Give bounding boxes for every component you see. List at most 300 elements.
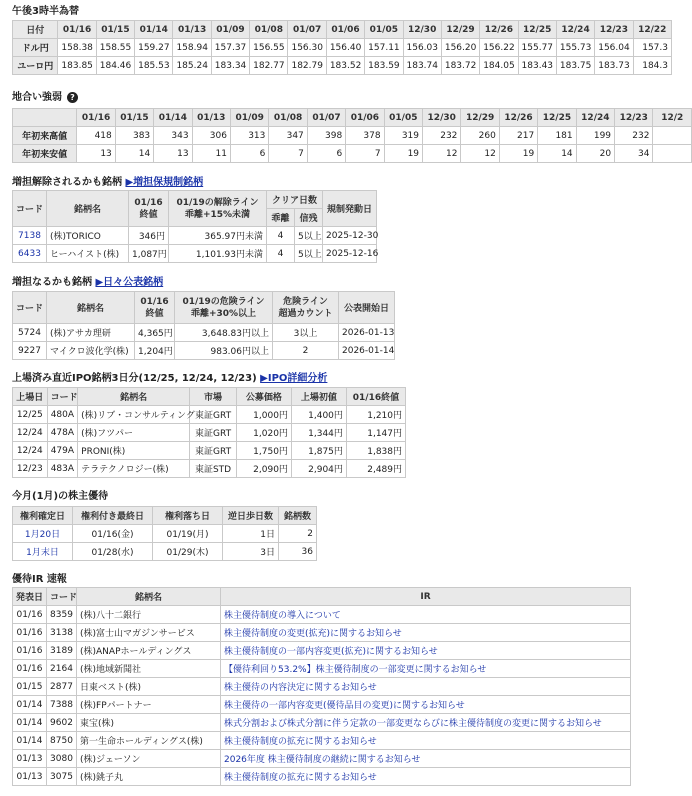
count-cell: 217 bbox=[499, 127, 537, 145]
ir-cell[interactable] bbox=[221, 660, 631, 678]
rate-cell: 157.11 bbox=[365, 39, 403, 57]
count-cell: 181 bbox=[538, 127, 576, 145]
fx-header-13: 12/25 bbox=[518, 21, 556, 39]
count-cell: 343 bbox=[154, 127, 192, 145]
count-cell: 6 bbox=[230, 145, 268, 163]
disclosure-date: 2026-01-13 bbox=[339, 324, 395, 342]
stock-name: テラテクノロジー(株) bbox=[78, 460, 190, 478]
rate-cell: 183.73 bbox=[595, 57, 633, 75]
stock-code: 2877 bbox=[47, 678, 77, 696]
rate-cell: 184.3 bbox=[633, 57, 671, 75]
announce-date: 01/14 bbox=[13, 714, 47, 732]
announce-date: 01/16 bbox=[13, 624, 47, 642]
stock-code-link[interactable]: 7138 bbox=[18, 230, 41, 241]
rate-cell: 158.94 bbox=[173, 39, 211, 57]
col-name: 銘柄名 bbox=[47, 191, 129, 227]
stock-name: マイクロ波化学(株) bbox=[47, 342, 135, 360]
fx-title: 午後3時半為替 bbox=[12, 6, 79, 17]
ir-title: 優待IR 速報 bbox=[12, 574, 67, 585]
strength-header-4: 01/13 bbox=[192, 109, 230, 127]
table-row bbox=[13, 606, 631, 624]
row-label: ユーロ円 bbox=[13, 57, 58, 75]
stock-name: 第一生命ホールディングス(株) bbox=[77, 732, 221, 750]
table-row bbox=[13, 543, 317, 561]
rate-cell: 159.27 bbox=[135, 39, 173, 57]
ir-link[interactable]: 株主優待制度の拡充に関するお知らせ bbox=[224, 773, 377, 783]
rate-cell: 156.30 bbox=[288, 39, 326, 57]
table-row bbox=[13, 624, 631, 642]
close-price: 1,210円 bbox=[346, 406, 405, 424]
fx-header-16: 12/22 bbox=[633, 21, 671, 39]
fx-table-wrap bbox=[12, 20, 668, 82]
ir-cell[interactable] bbox=[221, 714, 631, 732]
table-row bbox=[13, 245, 377, 263]
fx-header-10: 12/30 bbox=[403, 21, 441, 39]
col-excess-count: 危険ライン 超過カウント bbox=[273, 292, 339, 324]
ex-date: 01/19(月) bbox=[153, 525, 223, 543]
ipo-header-3: 市場 bbox=[190, 388, 237, 406]
reverse-fee-days: 3日 bbox=[223, 543, 279, 561]
ir-cell[interactable] bbox=[221, 696, 631, 714]
fx-header-3: 01/14 bbox=[135, 21, 173, 39]
row-label: 年初来安値 bbox=[13, 145, 77, 163]
strength-header-1: 01/16 bbox=[77, 109, 115, 127]
count-cell: 232 bbox=[423, 127, 461, 145]
danger-line: 983.06円以上 bbox=[175, 342, 273, 360]
rate-cell: 185.53 bbox=[135, 57, 173, 75]
announce-date: 01/16 bbox=[13, 660, 47, 678]
stock-code: 3138 bbox=[47, 624, 77, 642]
offer-price: 1,020円 bbox=[236, 424, 291, 442]
yutai-header-1: 権利付き最終日 bbox=[73, 507, 153, 525]
count-cell: 6 bbox=[307, 145, 345, 163]
rate-cell: 158.55 bbox=[96, 39, 134, 57]
release-table bbox=[12, 190, 377, 263]
row-label: 年初来高値 bbox=[13, 127, 77, 145]
yutai-title: 今月(1月)の株主優待 bbox=[12, 491, 109, 502]
rate-cell: 183.52 bbox=[326, 57, 364, 75]
ir-table bbox=[12, 587, 631, 786]
count-cell bbox=[653, 127, 692, 145]
count-cell: 34 bbox=[615, 145, 653, 163]
stock-name: (株)フツパー bbox=[78, 424, 190, 442]
close-price: 1,147円 bbox=[346, 424, 405, 442]
stock-name: 日東ベスト(株) bbox=[77, 678, 221, 696]
fx-header-14: 12/24 bbox=[556, 21, 594, 39]
ipo-table bbox=[12, 387, 406, 478]
ir-cell[interactable] bbox=[221, 750, 631, 768]
strength-header-9: 01/05 bbox=[384, 109, 422, 127]
listing-date: 12/24 bbox=[13, 424, 48, 442]
table-row bbox=[13, 127, 692, 145]
stock-code: 2164 bbox=[47, 660, 77, 678]
table-row bbox=[13, 57, 672, 75]
danger-table bbox=[12, 291, 395, 360]
rate-cell: 156.55 bbox=[250, 39, 288, 57]
row-label: ドル円 bbox=[13, 39, 58, 57]
ir-link[interactable]: 株主優待制度の一部内容変更(拡充)に関するお知らせ bbox=[224, 647, 438, 657]
ir-link[interactable]: 株主優待制度の変更(拡充)に関するお知らせ bbox=[224, 629, 402, 639]
count-cell: 19 bbox=[384, 145, 422, 163]
stock-name: (株)銚子丸 bbox=[77, 768, 221, 786]
ir-link[interactable]: 株主優待の一部内容変更(優待品目の変更)に関するお知らせ bbox=[224, 701, 465, 711]
stock-count: 2 bbox=[279, 525, 317, 543]
stock-name: (株)TORICO bbox=[47, 227, 129, 245]
close-price: 1,838円 bbox=[346, 442, 405, 460]
record-date-link[interactable]: 1月20日 bbox=[24, 530, 61, 540]
yutai-header-0: 権利確定日 bbox=[13, 507, 73, 525]
stock-name: (株)富士山マガジンサービス bbox=[77, 624, 221, 642]
regulation-date: 2025-12-30 bbox=[323, 227, 377, 245]
rate-cell: 184.46 bbox=[96, 57, 134, 75]
close-price: 4,365円 bbox=[135, 324, 175, 342]
table-row bbox=[13, 39, 672, 57]
announce-date: 01/15 bbox=[13, 678, 47, 696]
stock-code: 9227 bbox=[13, 342, 47, 360]
close-price: 1,087円 bbox=[129, 245, 169, 263]
table-row bbox=[13, 442, 406, 460]
count-cell: 7 bbox=[269, 145, 307, 163]
stock-code: 480A bbox=[47, 406, 78, 424]
count-cell: 11 bbox=[192, 145, 230, 163]
fx-table bbox=[12, 20, 672, 75]
code-cell[interactable] bbox=[13, 227, 47, 245]
table-row bbox=[13, 678, 631, 696]
first-price: 1,400円 bbox=[291, 406, 346, 424]
stock-name: (株)FPパートナー bbox=[77, 696, 221, 714]
help-icon[interactable]: ? bbox=[67, 92, 78, 103]
ir-header-1: コード bbox=[47, 588, 77, 606]
close-price: 2,489円 bbox=[346, 460, 405, 478]
table-row bbox=[13, 324, 395, 342]
strength-header-16: 12/2 bbox=[653, 109, 692, 127]
offer-price: 2,090円 bbox=[236, 460, 291, 478]
yutai-header-4: 銘柄数 bbox=[279, 507, 317, 525]
strength-table bbox=[12, 108, 692, 163]
rate-cell: 183.59 bbox=[365, 57, 403, 75]
count-cell: 398 bbox=[307, 127, 345, 145]
ir-cell[interactable] bbox=[221, 678, 631, 696]
stock-name: (株)リブ・コンサルティング bbox=[78, 406, 190, 424]
strength-header-10: 12/30 bbox=[423, 109, 461, 127]
count-cell: 232 bbox=[615, 127, 653, 145]
release-line: 365.97円未満 bbox=[169, 227, 267, 245]
divergence-days: 4 bbox=[267, 227, 295, 245]
rate-cell: 183.72 bbox=[441, 57, 479, 75]
offer-price: 1,750円 bbox=[236, 442, 291, 460]
first-price: 1,875円 bbox=[291, 442, 346, 460]
table-row bbox=[13, 768, 631, 786]
stock-name: (株)地域新聞社 bbox=[77, 660, 221, 678]
yutai-header-2: 権利落ち日 bbox=[153, 507, 223, 525]
count-cell: 347 bbox=[269, 127, 307, 145]
ipo-header-2: 銘柄名 bbox=[78, 388, 190, 406]
rate-cell: 155.73 bbox=[556, 39, 594, 57]
count-cell: 319 bbox=[384, 127, 422, 145]
stock-count: 36 bbox=[279, 543, 317, 561]
stock-code: 5724 bbox=[13, 324, 47, 342]
stock-code: 479A bbox=[47, 442, 78, 460]
fx-header-15: 12/23 bbox=[595, 21, 633, 39]
stock-code: 3080 bbox=[47, 750, 77, 768]
announce-date: 01/13 bbox=[13, 768, 47, 786]
rate-cell: 182.79 bbox=[288, 57, 326, 75]
count-cell: 12 bbox=[461, 145, 499, 163]
last-day: 01/16(金) bbox=[73, 525, 153, 543]
count-cell: 14 bbox=[538, 145, 576, 163]
divergence-days: 4 bbox=[267, 245, 295, 263]
ir-header-0: 発表日 bbox=[13, 588, 47, 606]
col-disclosure-date: 公表開始日 bbox=[339, 292, 395, 324]
release-section-title bbox=[12, 173, 203, 188]
rate-cell: 155.77 bbox=[518, 39, 556, 57]
table-row bbox=[13, 732, 631, 750]
ir-cell[interactable] bbox=[221, 768, 631, 786]
rate-cell: 183.34 bbox=[211, 57, 249, 75]
col-clear-days: クリア日数 bbox=[267, 191, 323, 209]
rate-cell: 156.03 bbox=[403, 39, 441, 57]
count-cell: 19 bbox=[499, 145, 537, 163]
market: 東証GRT bbox=[190, 424, 237, 442]
ipo-header-4: 公募価格 bbox=[236, 388, 291, 406]
excess-count: 3以上 bbox=[273, 324, 339, 342]
margin-regulation-link[interactable]: ▶増担保規制銘柄 bbox=[125, 177, 204, 188]
table-row bbox=[13, 406, 406, 424]
col-danger-line: 01/19の危険ライン 乖離+30%以上 bbox=[175, 292, 273, 324]
stock-code: 9602 bbox=[47, 714, 77, 732]
table-row bbox=[13, 750, 631, 768]
strength-title: 地合い強弱 bbox=[12, 92, 62, 103]
close-price: 1,204円 bbox=[135, 342, 175, 360]
stock-code: 8750 bbox=[47, 732, 77, 750]
table-row bbox=[13, 145, 692, 163]
rate-cell: 182.77 bbox=[250, 57, 288, 75]
table-row bbox=[13, 227, 377, 245]
stock-code: 3189 bbox=[47, 642, 77, 660]
yutai-section-title bbox=[12, 487, 108, 502]
col-divergence: 乖離 bbox=[267, 209, 295, 227]
fx-header-2: 01/15 bbox=[96, 21, 134, 39]
col-regulation-date: 規制発動日 bbox=[323, 191, 377, 227]
count-cell: 13 bbox=[77, 145, 115, 163]
ipo-header-1: コード bbox=[47, 388, 78, 406]
offer-price: 1,000円 bbox=[236, 406, 291, 424]
market: 東証GRT bbox=[190, 442, 237, 460]
count-cell: 7 bbox=[346, 145, 384, 163]
stock-code: 478A bbox=[47, 424, 78, 442]
rate-cell: 184.05 bbox=[480, 57, 518, 75]
rate-cell: 158.38 bbox=[58, 39, 96, 57]
announce-date: 01/16 bbox=[13, 642, 47, 660]
ir-cell[interactable] bbox=[221, 606, 631, 624]
record-date-link[interactable]: 1月末日 bbox=[26, 548, 59, 558]
col-margin: 信残 bbox=[295, 209, 323, 227]
count-cell: 14 bbox=[115, 145, 153, 163]
ir-link[interactable]: 2026年度 株主優待制度の継続に関するお知らせ bbox=[224, 755, 421, 765]
stock-code-link[interactable]: 6433 bbox=[18, 248, 41, 259]
strength-section-title bbox=[12, 88, 78, 103]
table-row bbox=[13, 642, 631, 660]
release-title: 増担解除されるかも銘柄 bbox=[12, 177, 122, 188]
rate-cell: 183.43 bbox=[518, 57, 556, 75]
ir-link[interactable]: 株主優待制度の拡充に関するお知らせ bbox=[224, 737, 377, 747]
excess-count: 2 bbox=[273, 342, 339, 360]
ir-section-title bbox=[12, 570, 67, 585]
fx-header-11: 12/29 bbox=[441, 21, 479, 39]
strength-header-8: 01/06 bbox=[346, 109, 384, 127]
count-cell: 13 bbox=[154, 145, 192, 163]
fx-header-0: 日付 bbox=[13, 21, 58, 39]
strength-header-2: 01/15 bbox=[115, 109, 153, 127]
announce-date: 01/14 bbox=[13, 696, 47, 714]
rate-cell: 156.20 bbox=[441, 39, 479, 57]
count-cell: 12 bbox=[423, 145, 461, 163]
count-cell bbox=[653, 145, 692, 163]
stock-code: 8359 bbox=[47, 606, 77, 624]
stock-name: (株)八十二銀行 bbox=[77, 606, 221, 624]
market: 東証STD bbox=[190, 460, 237, 478]
ir-cell[interactable] bbox=[221, 624, 631, 642]
count-cell: 20 bbox=[576, 145, 614, 163]
announce-date: 01/16 bbox=[13, 606, 47, 624]
table-row bbox=[13, 460, 406, 478]
strength-header-11: 12/29 bbox=[461, 109, 499, 127]
ir-link[interactable]: 株式分割および株式分割に伴う定款の一部変更ならびに株主優待制度の変更に関するお知らせ bbox=[224, 719, 602, 729]
count-cell: 383 bbox=[115, 127, 153, 145]
fx-header-8: 01/06 bbox=[326, 21, 364, 39]
release-line: 1,101.93円未満 bbox=[169, 245, 267, 263]
ipo-header-0: 上場日 bbox=[13, 388, 48, 406]
rate-cell: 157.3 bbox=[633, 39, 671, 57]
fx-header-7: 01/07 bbox=[288, 21, 326, 39]
daily-disclosure-link[interactable]: ▶日々公表銘柄 bbox=[95, 277, 164, 288]
ex-date: 01/29(木) bbox=[153, 543, 223, 561]
margin-days: 5以上 bbox=[295, 227, 323, 245]
last-day: 01/28(水) bbox=[73, 543, 153, 561]
ir-header-3: IR bbox=[221, 588, 631, 606]
rate-cell: 156.40 bbox=[326, 39, 364, 57]
col-code: コード bbox=[13, 292, 47, 324]
count-cell: 378 bbox=[346, 127, 384, 145]
strength-header-14: 12/24 bbox=[576, 109, 614, 127]
strength-table-wrap bbox=[12, 108, 684, 168]
market: 東証GRT bbox=[190, 406, 237, 424]
strength-header-13: 12/25 bbox=[538, 109, 576, 127]
count-cell: 418 bbox=[77, 127, 115, 145]
fx-header-9: 01/05 bbox=[365, 21, 403, 39]
ir-link[interactable]: 【優待利回り53.2%】株主優待制度の一部変更に関するお知らせ bbox=[224, 665, 487, 675]
table-row bbox=[13, 714, 631, 732]
rate-cell: 157.37 bbox=[211, 39, 249, 57]
table-row bbox=[13, 696, 631, 714]
col-release-line: 01/19の解除ライン 乖離+15%未満 bbox=[169, 191, 267, 227]
strength-header-12: 12/26 bbox=[499, 109, 537, 127]
yutai-header-3: 逆日歩日数 bbox=[223, 507, 279, 525]
strength-header-6: 01/08 bbox=[269, 109, 307, 127]
ipo-analysis-link[interactable]: ▶IPO詳細分析 bbox=[260, 373, 328, 384]
stock-name: (株)ANAPホールディングス bbox=[77, 642, 221, 660]
table-row bbox=[13, 342, 395, 360]
ir-link[interactable]: 株主優待制度の導入について bbox=[224, 611, 341, 621]
stock-code: 483A bbox=[47, 460, 78, 478]
stock-name: (株)ジェーソン bbox=[77, 750, 221, 768]
code-cell[interactable] bbox=[13, 245, 47, 263]
rate-cell: 183.85 bbox=[58, 57, 96, 75]
margin-days: 5以上 bbox=[295, 245, 323, 263]
record-date-cell[interactable] bbox=[13, 543, 73, 561]
table-row bbox=[13, 424, 406, 442]
strength-header-5: 01/09 bbox=[230, 109, 268, 127]
stock-name: ヒーハイスト(株) bbox=[47, 245, 129, 263]
strength-header-7: 01/07 bbox=[307, 109, 345, 127]
first-price: 2,904円 bbox=[291, 460, 346, 478]
rate-cell: 156.22 bbox=[480, 39, 518, 57]
stock-name: PRONI(株) bbox=[78, 442, 190, 460]
count-cell: 306 bbox=[192, 127, 230, 145]
ipo-header-5: 上場初値 bbox=[291, 388, 346, 406]
rate-cell: 183.74 bbox=[403, 57, 441, 75]
rate-cell: 185.24 bbox=[173, 57, 211, 75]
reverse-fee-days: 1日 bbox=[223, 525, 279, 543]
ir-cell[interactable] bbox=[221, 642, 631, 660]
stock-code: 3075 bbox=[47, 768, 77, 786]
danger-line: 3,648.83円以上 bbox=[175, 324, 273, 342]
fx-header-5: 01/09 bbox=[211, 21, 249, 39]
close-price: 346円 bbox=[129, 227, 169, 245]
strength-header-15: 12/23 bbox=[615, 109, 653, 127]
table-row bbox=[13, 525, 317, 543]
stock-code: 7388 bbox=[47, 696, 77, 714]
count-cell: 260 bbox=[461, 127, 499, 145]
ir-header-2: 銘柄名 bbox=[77, 588, 221, 606]
ipo-header-6: 01/16終値 bbox=[346, 388, 405, 406]
stock-name: (株)アサカ理研 bbox=[47, 324, 135, 342]
fx-section-title bbox=[12, 2, 79, 17]
listing-date: 12/25 bbox=[13, 406, 48, 424]
rate-cell: 156.04 bbox=[595, 39, 633, 57]
disclosure-date: 2026-01-14 bbox=[339, 342, 395, 360]
ir-cell[interactable] bbox=[221, 732, 631, 750]
danger-title: 増担なるかも銘柄 bbox=[12, 277, 92, 288]
yutai-table bbox=[12, 506, 317, 561]
ipo-title: 上場済み直近IPO銘柄3日分(12/25, 12/24, 12/23) bbox=[12, 373, 257, 384]
listing-date: 12/23 bbox=[13, 460, 48, 478]
record-date-cell[interactable] bbox=[13, 525, 73, 543]
col-close: 01/16 終値 bbox=[135, 292, 175, 324]
col-close: 01/16 終値 bbox=[129, 191, 169, 227]
first-price: 1,344円 bbox=[291, 424, 346, 442]
count-cell: 313 bbox=[230, 127, 268, 145]
table-row bbox=[13, 660, 631, 678]
ir-link[interactable]: 株主優待の内容決定に関するお知らせ bbox=[224, 683, 377, 693]
strength-header-3: 01/14 bbox=[154, 109, 192, 127]
fx-header-12: 12/26 bbox=[480, 21, 518, 39]
fx-header-1: 01/16 bbox=[58, 21, 96, 39]
regulation-date: 2025-12-16 bbox=[323, 245, 377, 263]
fx-header-6: 01/08 bbox=[250, 21, 288, 39]
rate-cell: 183.75 bbox=[556, 57, 594, 75]
ipo-section-title bbox=[12, 369, 327, 384]
listing-date: 12/24 bbox=[13, 442, 48, 460]
announce-date: 01/14 bbox=[13, 732, 47, 750]
announce-date: 01/13 bbox=[13, 750, 47, 768]
count-cell: 199 bbox=[576, 127, 614, 145]
stock-name: 東宝(株) bbox=[77, 714, 221, 732]
fx-header-4: 01/13 bbox=[173, 21, 211, 39]
col-code: コード bbox=[13, 191, 47, 227]
strength-header-0 bbox=[13, 109, 77, 127]
col-name: 銘柄名 bbox=[47, 292, 135, 324]
